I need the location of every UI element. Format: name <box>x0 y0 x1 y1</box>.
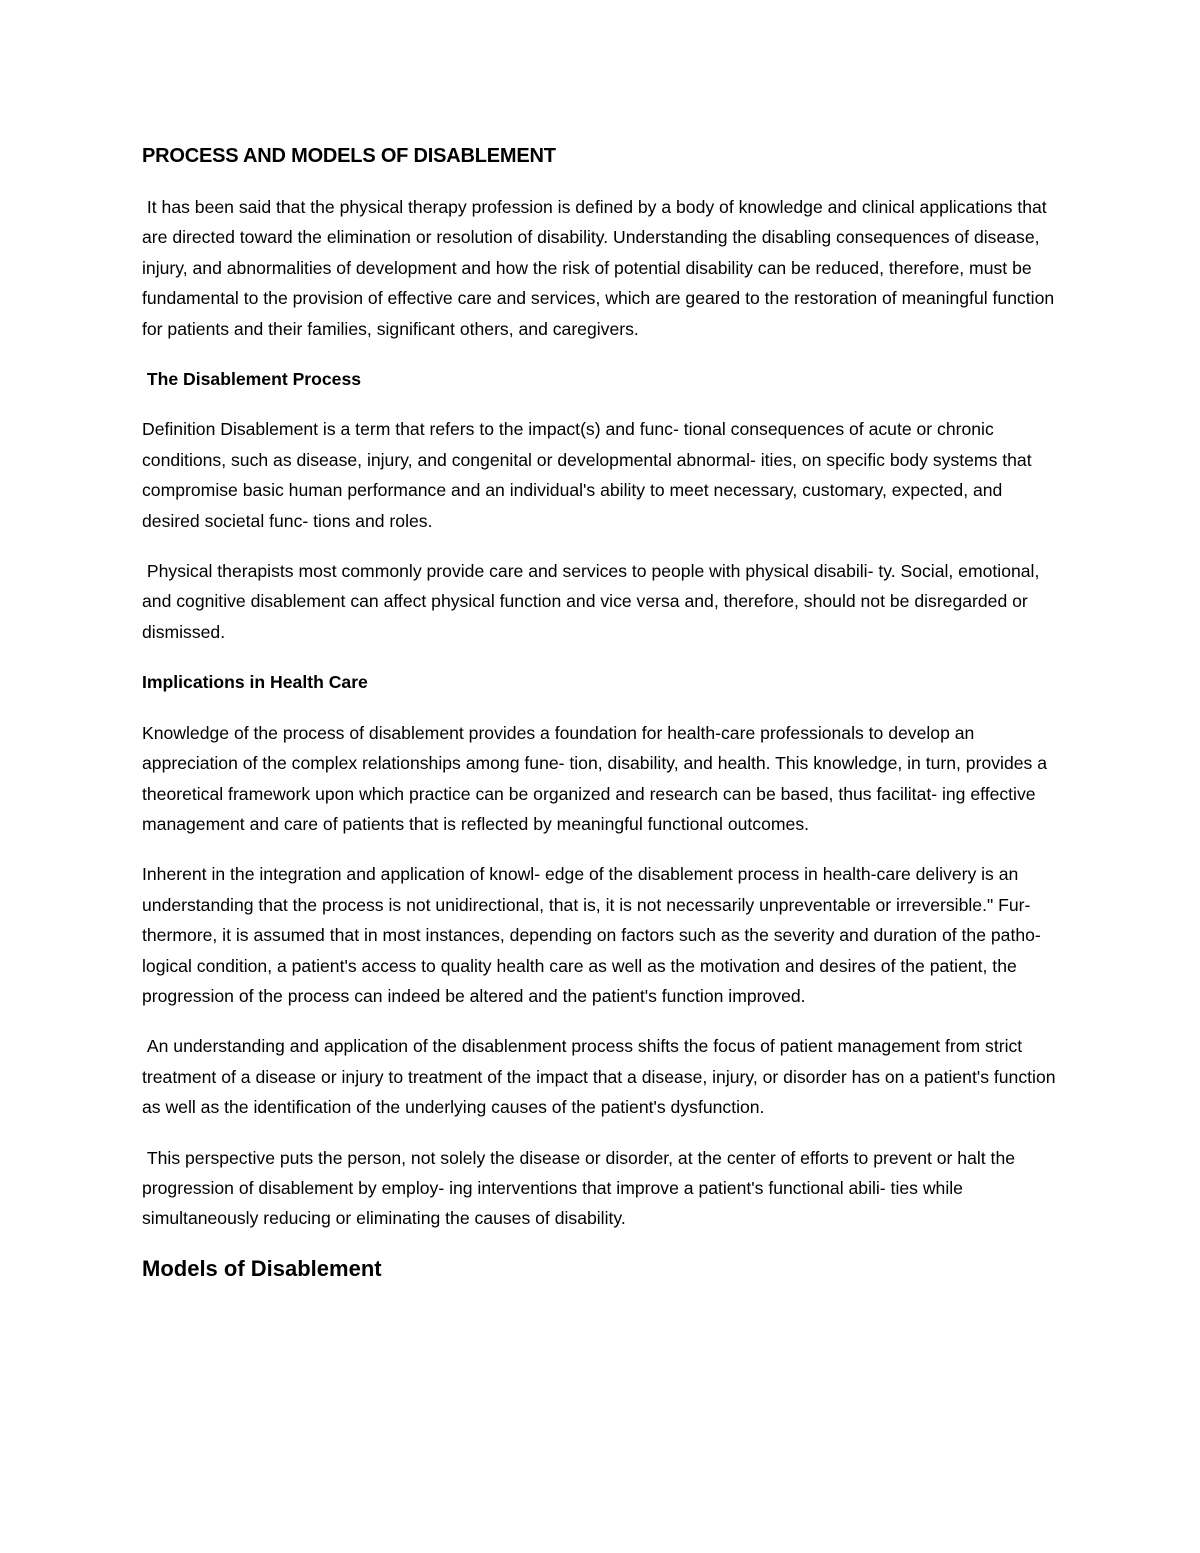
perspective-paragraph: This perspective puts the person, not solely the disease or disorder, at the center of efforts to prevent or halt the progression of disablement by employ- ing interventions that improve a patient's functional abili- ties while simultaneously reducing or eliminating the causes of disability. <box>142 1147 1020 1229</box>
heading-implications-health-care: Implications in Health Care <box>142 672 368 693</box>
heading-disablement-process: The Disablement Process <box>142 369 362 390</box>
understanding-paragraph: An understanding and application of the disablenment process shifts the focus of patient management from strict treatment of a disease or injury to treatment of the impact that a disease, injury, or disorder has on a patient's function as well as the identification of the underlying causes of the patient's dysfunction. <box>142 1036 1061 1118</box>
inherent-paragraph: Inherent in the integration and application of knowl- edge of the disablement process in health-care delivery is an understanding that the process is not unidirectional, that is, it is not necessarily unpreventable or irreversible." Fur- thermore, it is assumed that in most instances, depending on factors such as the severity and duration of the patho- logical condition, a patient's access to quality health care as well as the motivation and desires of the patient, the progression of the process can indeed be altered and the patient's function improved. <box>142 864 1046 1006</box>
document-body <box>142 142 1062 1284</box>
intro-paragraph: It has been said that the physical therapy profession is defined by a body of knowledge and clinical applications that are directed toward the elimination or resolution of disability. Understanding the disabling consequences of disease, injury, and abnormalities of development and how the risk of potential disability can be reduced, therefore, must be fundamental to the provision of effective care and services, which are geared to the restoration of meaningful function for patients and their families, significant others, and caregivers. <box>142 197 1060 339</box>
definition-paragraph: Definition Disablement is a term that refers to the impact(s) and func- tional consequences of acute or chronic conditions, such as disease, injury, and congenital or developmental abnormal- ities, on specific body systems that compromise basic human performance and an individual's ability to meet necessary, customary, expected, and desired societal func- tions and roles. <box>142 419 1037 531</box>
physical-therapists-paragraph: Physical therapists most commonly provide care and services to people with physical disabili- ty. Social, emotional, and cognitive disablement can affect physical function and vice versa and, therefore, should not be disregarded or dismissed. <box>142 561 1045 642</box>
document-title: PROCESS AND MODELS OF DISABLEMENT <box>142 145 556 167</box>
knowledge-paragraph: Knowledge of the process of disablement provides a foundation for health-care professionals to develop an appreciation of the complex relationships among fune- tion, disability, and health. This knowledge, in turn, provides a theoretical framework upon which practice can be organized and research can be based, thus facilitat- ing effective management and care of patients that is reflected by meaningful functional outcomes. <box>142 722 1052 834</box>
heading-models-of-disablement: Models of Disablement <box>142 1255 382 1281</box>
